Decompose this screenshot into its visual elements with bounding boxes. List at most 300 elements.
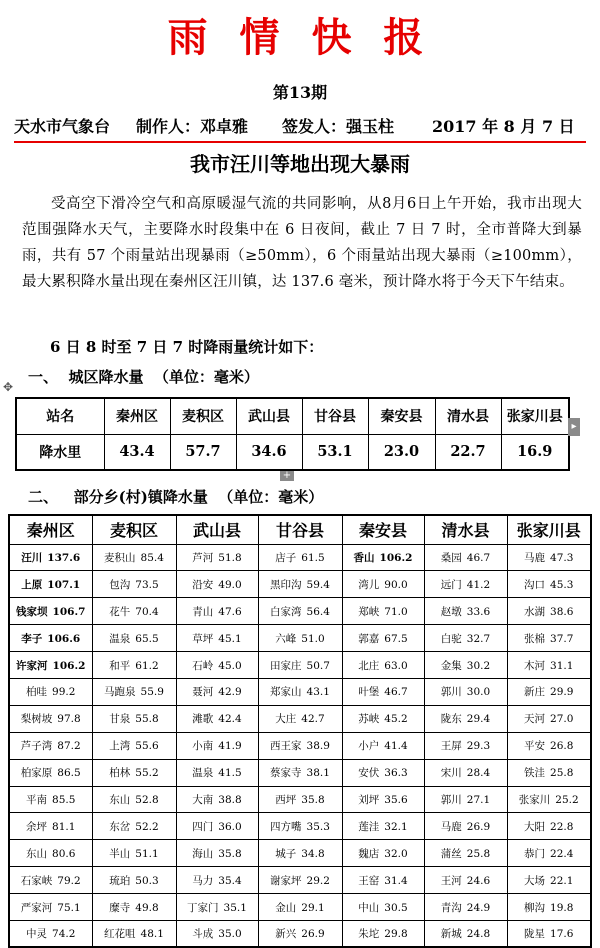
town-name: 陇星	[524, 928, 546, 941]
town-name: 安伏	[358, 767, 380, 780]
town-cell	[424, 920, 507, 947]
town-name: 琉珀	[109, 874, 131, 887]
town-rain-value: 106.7	[52, 605, 86, 618]
town-name: 四方嘴	[270, 820, 302, 833]
town-rain-value: 87.2	[57, 740, 81, 753]
town-cell	[424, 678, 507, 705]
town-rain-value: 42.7	[301, 713, 325, 726]
town-cell	[176, 652, 258, 679]
town-rain-value: 26.9	[466, 820, 491, 833]
town-rain-value: 45.0	[218, 659, 242, 672]
town-rain-value: 67.5	[384, 632, 408, 645]
town-name: 新城	[440, 928, 462, 941]
station-label: 站名	[16, 398, 104, 434]
town-row	[9, 813, 591, 840]
town-rain-value: 46.7	[384, 686, 408, 699]
town-row	[9, 920, 591, 947]
town-rain-value: 137.6	[47, 551, 81, 564]
town-name: 叶堡	[358, 686, 380, 699]
city-rain-value: 53.1	[302, 434, 368, 470]
town-name: 北庄	[358, 659, 380, 672]
town-cell	[424, 625, 507, 652]
town-name: 木河	[524, 659, 546, 672]
town-cell	[258, 840, 342, 867]
move-icon[interactable]: ✥	[2, 380, 14, 394]
town-cell	[342, 732, 424, 759]
town-name: 金山	[275, 901, 297, 914]
town-name: 魏店	[358, 847, 380, 860]
town-row	[9, 894, 591, 921]
city-rain-value: 43.4	[104, 434, 170, 470]
town-name: 沟口	[524, 578, 546, 591]
town-name: 海山	[192, 847, 214, 860]
town-name: 中山	[358, 901, 380, 914]
stats-intro: 6 日 8 时至 7 日 7 时降雨量统计如下：	[50, 338, 324, 356]
town-row	[9, 598, 591, 625]
town-rain-value: 47.3	[550, 551, 574, 564]
county-header: 麦积区	[92, 515, 176, 544]
town-rain-value: 30.2	[466, 659, 491, 672]
town-name: 钱家坝	[16, 605, 48, 618]
town-rain-value: 25.8	[466, 847, 491, 860]
city-station-name: 张家川县	[501, 398, 569, 434]
town-cell	[424, 544, 507, 571]
town-cell	[92, 759, 176, 786]
town-cell	[176, 840, 258, 867]
town-name: 水湖	[524, 605, 546, 618]
town-rain-value: 70.4	[135, 605, 159, 618]
expand-right-icon[interactable]: ▸	[568, 418, 580, 436]
town-rain-value: 71.0	[384, 605, 408, 618]
town-name: 马力	[192, 874, 214, 887]
town-cell	[9, 571, 92, 598]
town-row	[9, 678, 591, 705]
town-rain-value: 38.9	[306, 740, 330, 753]
town-rain-value: 38.6	[550, 605, 574, 618]
city-station-row	[16, 398, 569, 434]
town-rain-value: 106.2	[379, 551, 413, 564]
town-rain-value: 38.8	[218, 793, 242, 806]
town-rain-value: 22.1	[550, 874, 574, 887]
town-rain-value: 26.8	[550, 740, 574, 753]
town-rain-value: 55.9	[140, 686, 164, 699]
town-name: 西王家	[270, 740, 302, 753]
town-name: 平南	[26, 793, 48, 806]
town-name: 平安	[524, 740, 546, 753]
town-name: 苏峡	[358, 713, 380, 726]
town-rain-value: 22.4	[550, 847, 574, 860]
town-rain-value: 63.0	[384, 659, 408, 672]
issuer: 签发人：强玉柱	[282, 117, 395, 136]
town-name: 小户	[358, 740, 380, 753]
town-rain-value: 27.0	[550, 713, 574, 726]
town-name: 滩歌	[192, 713, 214, 726]
town-rain-value: 41.9	[218, 740, 242, 753]
town-name: 莲洼	[358, 820, 380, 833]
town-cell	[342, 544, 424, 571]
town-cell	[424, 571, 507, 598]
bulletin-title: 雨 情 快 报	[167, 15, 433, 61]
county-header: 秦安县	[342, 515, 424, 544]
town-cell	[9, 840, 92, 867]
town-cell	[507, 732, 591, 759]
city-rain-value: 22.7	[435, 434, 501, 470]
town-rain-value: 41.5	[218, 767, 242, 780]
town-rain-value: 75.1	[57, 901, 81, 914]
town-cell	[9, 867, 92, 894]
town-name: 四门	[192, 820, 214, 833]
town-cell	[92, 625, 176, 652]
town-rain-value: 22.8	[550, 820, 574, 833]
town-name: 刘坪	[358, 793, 380, 806]
town-row	[9, 705, 591, 732]
town-cell	[258, 625, 342, 652]
town-cell	[9, 678, 92, 705]
town-cell	[92, 598, 176, 625]
town-rain-value: 34.8	[301, 847, 325, 860]
town-rain-value: 106.6	[47, 632, 81, 645]
town-cell	[258, 894, 342, 921]
town-rain-value: 42.4	[218, 713, 242, 726]
town-cell	[507, 571, 591, 598]
city-station-name: 麦积区	[170, 398, 236, 434]
town-cell	[342, 867, 424, 894]
town-cell	[258, 786, 342, 813]
town-cell	[507, 598, 591, 625]
town-cell	[507, 813, 591, 840]
town-row	[9, 652, 591, 679]
town-name: 马跑泉	[104, 686, 136, 699]
town-rain-value: 51.8	[218, 551, 242, 564]
town-rain-value: 85.5	[52, 793, 76, 806]
town-name: 东山	[109, 793, 131, 806]
city-station-name: 甘谷县	[302, 398, 368, 434]
town-rain-value: 51.0	[301, 632, 325, 645]
town-name: 铁洼	[524, 767, 546, 780]
town-name: 蔡家寺	[270, 767, 302, 780]
town-rain-value: 50.3	[135, 874, 159, 887]
town-name: 芦河	[192, 551, 214, 564]
town-name: 李子	[21, 632, 43, 645]
town-cell	[92, 678, 176, 705]
town-cell	[342, 571, 424, 598]
town-rain-value: 28.4	[466, 767, 491, 780]
town-cell	[258, 867, 342, 894]
town-name: 黑印沟	[270, 578, 302, 591]
town-cell	[342, 840, 424, 867]
town-name: 严家河	[20, 901, 53, 914]
town-rain-value: 32.7	[466, 632, 491, 645]
county-header: 秦州区	[9, 515, 92, 544]
town-cell	[424, 705, 507, 732]
town-row	[9, 867, 591, 894]
town-rain-value: 61.5	[301, 551, 325, 564]
town-name: 城子	[275, 847, 297, 860]
town-cell	[176, 894, 258, 921]
town-cell	[92, 867, 176, 894]
town-name: 香山	[353, 551, 375, 564]
town-name: 西坪	[275, 793, 297, 806]
town-name: 新庄	[524, 686, 546, 699]
body-paragraph: 受高空下滑冷空气和高原暖湿气流的共同影响，从8月6日上午开始，我市出现大范围强降水天气，主要降水时段集中在 6 日夜间，截止 7 日 7 时，全市普降大到暴雨，共有 57 个雨量站出现暴雨（≥50mm），6 个雨量站出现大暴雨（≥100mm），最大累积降水量出现在秦州区汪川镇，达 137.6 毫米，预计降水将于今天下午结束。	[22, 196, 582, 290]
town-name: 糜寺	[109, 901, 131, 914]
town-cell	[92, 813, 176, 840]
town-name: 温泉	[192, 767, 214, 780]
town-name: 斗成	[192, 928, 214, 941]
town-rain-value: 32.0	[384, 847, 408, 860]
town-cell	[507, 652, 591, 679]
town-rain-value: 99.2	[52, 686, 76, 699]
town-rain-value: 25.8	[550, 767, 574, 780]
town-name: 朱坨	[358, 928, 380, 941]
town-rain-value: 86.5	[57, 767, 81, 780]
town-cell	[258, 544, 342, 571]
town-row	[9, 571, 591, 598]
town-cell	[176, 678, 258, 705]
town-cell	[342, 786, 424, 813]
town-cell	[9, 598, 92, 625]
town-rain-value: 79.2	[57, 874, 81, 887]
town-rain-value: 81.1	[52, 820, 76, 833]
town-rain-value: 36.3	[384, 767, 408, 780]
town-rain-value: 17.6	[550, 928, 574, 941]
town-cell	[258, 732, 342, 759]
town-cell	[258, 652, 342, 679]
town-name: 柳沟	[524, 901, 546, 914]
town-name: 梨树坡	[20, 713, 53, 726]
town-rain-value: 19.8	[550, 901, 574, 914]
town-name: 柏家原	[20, 767, 53, 780]
town-cell	[342, 813, 424, 840]
town-row	[9, 786, 591, 813]
town-name: 上原	[21, 578, 43, 591]
town-cell	[9, 759, 92, 786]
town-name: 和平	[109, 659, 131, 672]
town-name: 王屏	[440, 740, 462, 753]
town-rain-value: 61.2	[135, 659, 159, 672]
town-cell	[507, 678, 591, 705]
town-rain-value: 32.1	[384, 820, 408, 833]
section-1-title: 一、 城区降水量 （单位：毫米）	[28, 368, 259, 386]
town-rain-value: 29.8	[384, 928, 408, 941]
town-name: 青山	[192, 605, 214, 618]
byline	[14, 114, 586, 138]
town-rain-value: 47.6	[218, 605, 242, 618]
town-cell	[176, 625, 258, 652]
town-cell	[507, 894, 591, 921]
town-rain-value: 35.0	[218, 928, 242, 941]
town-rain-value: 52.8	[135, 793, 159, 806]
town-cell	[258, 678, 342, 705]
town-cell	[258, 705, 342, 732]
town-rain-value: 33.6	[466, 605, 491, 618]
town-cell	[342, 598, 424, 625]
town-cell	[424, 894, 507, 921]
town-cell	[342, 678, 424, 705]
town-cell	[507, 544, 591, 571]
town-rain-value: 80.6	[52, 847, 76, 860]
town-cell	[176, 732, 258, 759]
town-cell	[258, 813, 342, 840]
town-name: 店子	[275, 551, 297, 564]
town-cell	[176, 598, 258, 625]
city-station-name: 武山县	[236, 398, 302, 434]
town-rain-value: 29.2	[306, 874, 330, 887]
town-rain-value: 49.8	[135, 901, 159, 914]
county-header: 清水县	[424, 515, 507, 544]
town-name: 宋川	[440, 767, 462, 780]
town-cell	[92, 786, 176, 813]
town-row	[9, 840, 591, 867]
town-cell	[176, 813, 258, 840]
town-name: 上湾	[109, 740, 131, 753]
town-cell	[507, 786, 591, 813]
town-name: 许家河	[16, 659, 48, 672]
town-rain-value: 106.2	[52, 659, 86, 672]
town-rain-value: 74.2	[52, 928, 76, 941]
town-cell	[176, 571, 258, 598]
town-cell	[176, 920, 258, 947]
town-rain-value: 51.1	[135, 847, 159, 860]
town-name: 小南	[192, 740, 214, 753]
town-cell	[342, 894, 424, 921]
town-name: 恭门	[524, 847, 546, 860]
rain-label: 降水里	[16, 434, 104, 470]
town-cell	[92, 840, 176, 867]
town-name: 芦子湾	[20, 740, 53, 753]
town-rain-value: 45.1	[218, 632, 242, 645]
town-name: 汪川	[21, 551, 43, 564]
town-cell	[342, 920, 424, 947]
town-rain-value: 37.7	[550, 632, 574, 645]
town-rain-value: 29.4	[466, 713, 491, 726]
town-name: 湾儿	[358, 578, 380, 591]
town-rain-value: 29.3	[466, 740, 491, 753]
town-rain-value: 24.8	[466, 928, 491, 941]
county-header: 张家川县	[507, 515, 591, 544]
town-cell	[424, 652, 507, 679]
town-rain-value: 36.0	[218, 820, 242, 833]
city-station-name: 秦州区	[104, 398, 170, 434]
town-rain-value: 35.1	[223, 901, 247, 914]
town-cell	[507, 705, 591, 732]
town-name: 郑家山	[270, 686, 302, 699]
town-cell	[258, 598, 342, 625]
town-rain-value: 90.0	[384, 578, 408, 591]
town-rain-value: 29.9	[550, 686, 574, 699]
town-rain-value: 55.2	[135, 767, 159, 780]
town-name: 马鹿	[524, 551, 546, 564]
town-rain-value: 45.3	[550, 578, 574, 591]
headline: 我市汪川等地出现大暴雨	[190, 152, 410, 176]
town-cell	[424, 867, 507, 894]
town-header-row	[9, 515, 591, 544]
add-row-icon[interactable]: +	[280, 471, 294, 481]
town-cell	[9, 652, 92, 679]
town-cell	[92, 732, 176, 759]
town-name: 王河	[440, 874, 462, 887]
town-rain-value: 59.4	[306, 578, 330, 591]
town-rain-value: 24.6	[466, 874, 491, 887]
town-rain-value: 55.8	[135, 713, 159, 726]
town-name: 金集	[440, 659, 462, 672]
town-name: 石家峡	[20, 874, 53, 887]
town-name: 白家湾	[270, 605, 302, 618]
town-name: 大庄	[275, 713, 297, 726]
town-cell	[258, 571, 342, 598]
town-name: 远门	[440, 578, 462, 591]
town-rain-value: 35.8	[301, 793, 325, 806]
town-name: 郭川	[440, 686, 462, 699]
town-rain-value: 48.1	[140, 928, 164, 941]
town-cell	[342, 759, 424, 786]
town-rain-value: 55.6	[135, 740, 159, 753]
section-2-title: 二、 部分乡(村)镇降水量 （单位：毫米）	[28, 488, 324, 506]
town-name: 新兴	[275, 928, 297, 941]
town-name: 麦积山	[104, 551, 136, 564]
town-name: 王窑	[358, 874, 380, 887]
town-rain-value: 35.4	[218, 874, 242, 887]
town-cell	[92, 571, 176, 598]
issue-number: 第13期	[272, 83, 328, 102]
town-cell	[9, 732, 92, 759]
town-name: 包沟	[109, 578, 131, 591]
town-cell	[424, 813, 507, 840]
county-header: 甘谷县	[258, 515, 342, 544]
town-row	[9, 732, 591, 759]
town-name: 草坪	[192, 632, 214, 645]
town-rain-value: 30.5	[384, 901, 408, 914]
city-rain-value: 23.0	[368, 434, 435, 470]
town-name: 东山	[26, 847, 48, 860]
town-cell	[176, 786, 258, 813]
town-rain-value: 65.5	[135, 632, 159, 645]
town-name: 白驼	[440, 632, 462, 645]
town-cell	[424, 759, 507, 786]
town-cell	[9, 544, 92, 571]
town-cell	[507, 759, 591, 786]
town-name: 郭嘉	[358, 632, 380, 645]
town-name: 半山	[109, 847, 131, 860]
town-name: 东岔	[109, 820, 131, 833]
town-rain-value: 85.4	[140, 551, 164, 564]
town-name: 青沟	[440, 901, 462, 914]
town-cell	[342, 705, 424, 732]
town-cell	[92, 544, 176, 571]
town-cell	[258, 759, 342, 786]
town-cell	[424, 732, 507, 759]
town-cell	[9, 813, 92, 840]
town-rain-value: 41.4	[384, 740, 408, 753]
town-cell	[342, 652, 424, 679]
town-rain-value: 25.2	[555, 793, 579, 806]
city-station-name: 秦安县	[368, 398, 435, 434]
town-rain-value: 50.7	[306, 659, 330, 672]
county-header: 武山县	[176, 515, 258, 544]
town-rain-value: 97.8	[57, 713, 81, 726]
town-cell	[9, 894, 92, 921]
town-rain-value: 31.1	[550, 659, 574, 672]
town-rain-value: 41.2	[466, 578, 491, 591]
town-cell	[424, 786, 507, 813]
city-rain-value: 34.6	[236, 434, 302, 470]
town-row	[9, 759, 591, 786]
town-rainfall-table	[8, 514, 592, 948]
town-cell	[92, 705, 176, 732]
town-name: 大南	[192, 793, 214, 806]
town-cell	[176, 544, 258, 571]
town-rain-value: 45.2	[384, 713, 408, 726]
